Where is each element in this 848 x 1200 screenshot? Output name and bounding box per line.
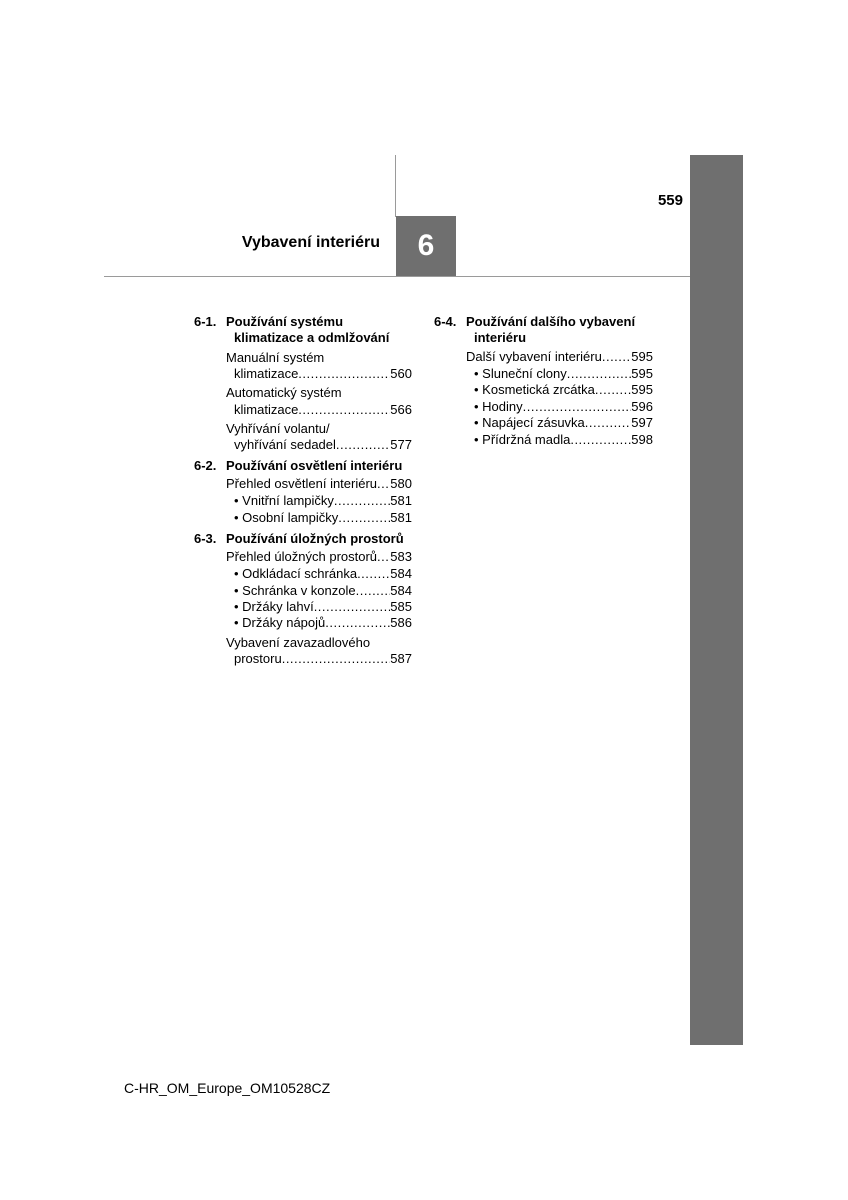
toc-entry-assist-grips[interactable] <box>474 432 653 448</box>
toc-entry-label: klimatizace <box>234 402 299 417</box>
toc-entry-personal-lights[interactable] <box>234 510 412 526</box>
toc-entry-bottle-holders[interactable] <box>234 599 412 615</box>
toc-entry-manual-ac[interactable] <box>234 366 412 382</box>
toc-entry-label: • Držáky nápojů <box>234 615 326 630</box>
toc-entry-label: Přehled osvětlení interiéru <box>226 476 378 491</box>
toc-page-number: 586 <box>390 615 412 630</box>
toc-entry-label: • Vnitřní lampičky <box>234 493 334 508</box>
toc-page-number: 580 <box>390 476 412 491</box>
toc-entry-label: Vyhřívání volantu/ <box>226 421 330 436</box>
toc-entry-label: Další vybavení interiéru <box>466 349 602 364</box>
toc-entry-label: vyhřívání sedadel <box>234 437 336 452</box>
toc-entry-console-box[interactable] <box>234 583 412 599</box>
leader-dots <box>334 493 390 509</box>
toc-page-number: 585 <box>390 599 412 614</box>
toc-page-number: 595 <box>631 382 653 397</box>
leader-dots <box>377 549 390 565</box>
section-title: Používání dalšího vybavení <box>466 314 636 329</box>
toc-entry-label: • Sluneční clony <box>474 366 567 381</box>
toc-section-6-3-heading[interactable] <box>194 531 424 547</box>
leader-dots <box>357 566 390 582</box>
toc-entry-interior-lights[interactable] <box>234 493 412 509</box>
section-number: 6-2. <box>194 458 217 473</box>
toc-entry-other-features[interactable] <box>466 349 653 365</box>
toc-entry-label: Automatický systém <box>226 385 342 400</box>
toc-page-number: 560 <box>390 366 412 381</box>
toc-entry-label: • Osobní lampičky <box>234 510 339 525</box>
header-divider <box>104 276 690 277</box>
leader-dots <box>338 510 390 526</box>
toc-page-number: 596 <box>631 399 653 414</box>
section-title-continued: klimatizace a odmlžování <box>234 330 390 345</box>
toc-entry-label: • Přídržná madla <box>474 432 571 447</box>
toc-page-number: 598 <box>631 432 653 447</box>
toc-entry-label: • Napájecí zásuvka <box>474 415 585 430</box>
section-title-continued: interiéru <box>474 330 527 345</box>
toc-entry-heated-wheel-seats[interactable] <box>234 437 412 453</box>
leader-dots <box>298 402 390 418</box>
toc-entry-label: prostoru <box>234 651 282 666</box>
toc-page-number: 583 <box>390 549 412 564</box>
vertical-divider <box>395 155 396 217</box>
toc-entry-label: • Odkládací schránka <box>234 566 358 581</box>
leader-dots <box>377 476 390 492</box>
toc-page-number: 566 <box>390 402 412 417</box>
leader-dots <box>356 583 391 599</box>
toc-entry-label: Vybavení zavazadlového <box>226 635 371 650</box>
toc-entry-label: klimatizace <box>234 366 299 381</box>
toc-page-number: 584 <box>390 583 412 598</box>
toc-entry-interior-lights-list[interactable] <box>226 476 412 492</box>
leader-dots <box>282 651 391 667</box>
section-number: 6-3. <box>194 531 217 546</box>
toc-page-number: 577 <box>390 437 412 452</box>
toc-entry-label: Manuální systém <box>226 350 325 365</box>
toc-entry-label: • Schránka v konzole <box>234 583 356 598</box>
toc-entry-luggage-features[interactable] <box>234 651 412 667</box>
toc-entry-label: Přehled úložných prostorů <box>226 549 378 564</box>
section-number: 6-1. <box>194 314 217 329</box>
chapter-number-box: 6 <box>396 216 456 276</box>
side-thumb-tab <box>690 155 743 1045</box>
document-code: C-HR_OM_Europe_OM10528CZ <box>124 1080 331 1096</box>
leader-dots <box>314 599 391 615</box>
toc-entry-storage-list[interactable] <box>226 549 412 565</box>
toc-page-number: 584 <box>390 566 412 581</box>
toc-page-number: 597 <box>631 415 653 430</box>
chapter-title: Vybavení interiéru <box>241 234 380 251</box>
leader-dots <box>602 349 631 365</box>
section-title: Používání osvětlení interiéru <box>226 458 403 473</box>
toc-page-number: 595 <box>631 366 653 381</box>
toc-page-number: 581 <box>390 510 412 525</box>
toc-entry-label: • Držáky lahví <box>234 599 314 614</box>
toc-page-number: 595 <box>631 349 653 364</box>
toc-entry-vanity-mirrors[interactable] <box>474 382 653 398</box>
leader-dots <box>585 415 632 431</box>
toc-page-number: 581 <box>390 493 412 508</box>
leader-dots <box>336 437 390 453</box>
leader-dots <box>298 366 390 382</box>
toc-entry-power-outlet[interactable] <box>474 415 653 431</box>
toc-entry-automatic-ac[interactable] <box>234 402 412 418</box>
toc-section-6-4-heading[interactable] <box>434 314 674 346</box>
toc-section-6-2-heading[interactable] <box>194 458 424 474</box>
leader-dots <box>523 399 632 415</box>
section-title: Používání systému <box>226 314 344 329</box>
toc-entry-label: • Hodiny <box>474 399 523 414</box>
toc-entry-label: • Kosmetická zrcátka <box>474 382 595 397</box>
page-number: 559 <box>657 192 683 209</box>
toc-entry-glove-box[interactable] <box>234 566 412 582</box>
toc-entry-clock[interactable] <box>474 399 653 415</box>
leader-dots <box>595 382 631 398</box>
leader-dots <box>567 366 632 382</box>
toc-page-number: 587 <box>390 651 412 666</box>
section-title: Používání úložných prostorů <box>226 531 404 546</box>
section-number: 6-4. <box>434 314 457 329</box>
leader-dots <box>570 432 631 448</box>
leader-dots <box>325 615 390 631</box>
toc-entry-sun-visors[interactable] <box>474 366 653 382</box>
toc-entry-cup-holders[interactable] <box>234 615 412 631</box>
toc-section-6-1-heading[interactable] <box>194 314 424 346</box>
